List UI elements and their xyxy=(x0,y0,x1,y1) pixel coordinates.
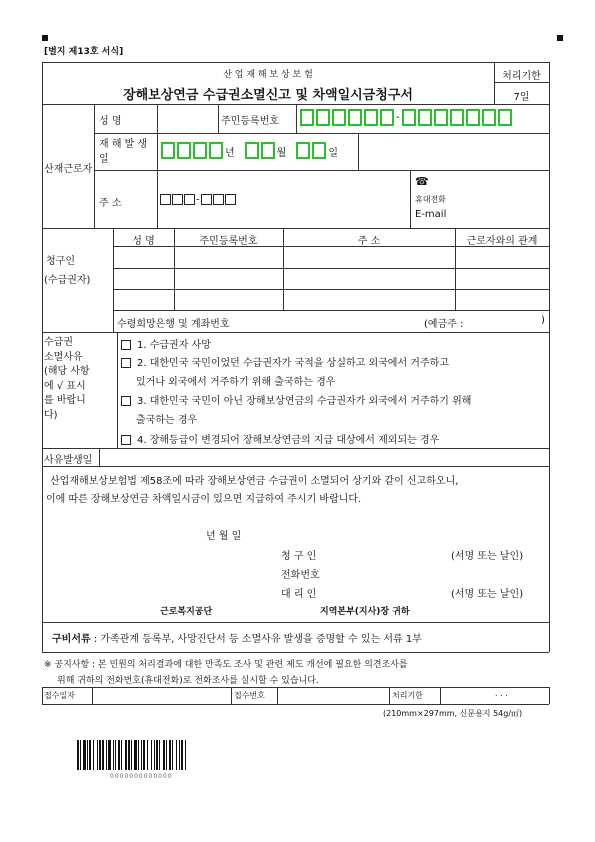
barcode-bar xyxy=(138,740,139,770)
barcode-bar xyxy=(169,740,171,770)
barcode-bar xyxy=(163,740,165,770)
address-label: 주 소 xyxy=(99,198,122,209)
col-relation: 근로자와의 관계 xyxy=(466,236,538,247)
barcode-bar xyxy=(113,740,114,770)
receipt-date-label: 접수일자 xyxy=(44,691,75,700)
checkbox[interactable] xyxy=(121,396,131,406)
claimant-rows[interactable] xyxy=(114,247,548,309)
checkbox[interactable] xyxy=(121,340,131,350)
barcode-bar xyxy=(141,740,142,770)
barcode-bar xyxy=(181,740,183,770)
occurrence-date-field[interactable] xyxy=(101,449,548,465)
barcode-bar xyxy=(156,740,158,770)
barcode-bar xyxy=(115,740,116,770)
barcode-bar xyxy=(80,740,81,770)
checkbox[interactable] xyxy=(121,358,131,368)
reason-section-label: 수급권 소멸사유 (해당 사항 에 √ 표시 를 바랍니 다) xyxy=(44,337,90,421)
barcode-bar xyxy=(143,740,145,770)
reason-option-4[interactable]: 4. 장해등급이 변경되어 장해보상연금의 지급 대상에서 제외되는 경우 xyxy=(121,431,439,446)
deadline-value: 7일 xyxy=(513,92,530,103)
claimant-sign-note: (서명 또는 날인) xyxy=(451,551,524,562)
receipt-number-label: 접수번호 xyxy=(234,691,265,700)
declaration-line-2: 이에 따른 장해보상연금 차액일시금이 있으면 지급하여 주시기 바랍니다. xyxy=(46,494,362,505)
postal-code-field[interactable]: - xyxy=(160,194,237,206)
barcode-bar xyxy=(87,740,88,770)
depositor-close: ) xyxy=(541,315,545,326)
corner-mark xyxy=(42,35,48,41)
agent-sign-note: (서명 또는 날인) xyxy=(451,589,524,600)
worker-name-label: 성 명 xyxy=(99,116,122,127)
reason-option-3-cont: 출국하는 경우 xyxy=(136,415,198,426)
worker-rrn-label: 주민등록번호 xyxy=(221,116,279,127)
declaration-date: 년 월 일 xyxy=(206,531,242,542)
barcode-bar xyxy=(131,740,132,770)
mobile-label: 휴대전화 xyxy=(415,195,446,204)
barcode-bar xyxy=(83,740,86,770)
branch-addressee: 지역본부(지사)장 귀하 xyxy=(320,607,410,617)
barcode-bar xyxy=(185,740,186,770)
phone-icon: ☎ xyxy=(415,175,429,188)
barcode-bar xyxy=(99,740,101,770)
required-documents: 구비서류 : 가족관계 등록부, 사망진단서 등 소멸사유 발생을 증명할 수 있는 서류 1부 xyxy=(52,634,422,645)
barcode-bar xyxy=(166,740,167,770)
worker-rrn-field[interactable]: - xyxy=(300,109,512,126)
injury-date-label: 재 해 발 생 일 xyxy=(99,139,148,165)
form-number: [별지 제13호 서식] xyxy=(44,47,124,57)
barcode-bar xyxy=(97,740,98,770)
col-name: 성 명 xyxy=(132,236,155,247)
reason-option-2-cont: 있거나 외국에서 거주하기 위해 출국하는 경우 xyxy=(136,377,336,388)
barcode xyxy=(77,740,273,780)
claimant-section-label: 청구인 xyxy=(46,256,75,267)
barcode-bar xyxy=(179,740,180,770)
barcode-bar xyxy=(147,740,148,770)
bank-label: 수령희망은행 및 계좌번호 xyxy=(117,319,230,330)
email-label: E-mail xyxy=(415,209,447,220)
worker-name-field[interactable] xyxy=(159,106,217,131)
reason-option-3[interactable]: 3. 대한민국 국민이 아닌 장해보상연금의 수급권자가 외국에서 거주하기 위해 xyxy=(121,392,471,407)
reason-option-2[interactable]: 2. 대한민국 국민이었던 수급권자가 국적을 상실하고 외국에서 거주하고 xyxy=(121,354,449,369)
barcode-bar xyxy=(159,740,160,770)
corner-mark xyxy=(557,35,563,41)
checkbox[interactable] xyxy=(121,435,131,445)
barcode-bar xyxy=(93,740,94,770)
barcode-bar xyxy=(172,740,173,770)
declaration-line-1: 산업재해보상보험법 제58조에 따라 장해보상연금 수급권이 소멸되어 상기와 같이 신고하오니, xyxy=(50,476,459,487)
barcode-number: 0000000000000 xyxy=(110,773,173,780)
agent-label: 대 리 인 xyxy=(281,589,317,600)
barcode-bar xyxy=(102,740,104,770)
barcode-bar xyxy=(125,740,127,770)
reason-option-1[interactable]: 1. 수급권자 사망 xyxy=(121,336,211,351)
page-title: 장해보상연금 수급권소멸신고 및 차액일시금청구서 xyxy=(123,88,413,103)
claimant-sign-label: 청 구 인 xyxy=(281,551,317,562)
barcode-bar xyxy=(151,740,152,770)
deadline-label: 처리기한 xyxy=(502,71,541,82)
barcode-bar xyxy=(134,740,137,770)
injury-date-field[interactable]: 년 월 일 xyxy=(161,142,338,159)
phone-number-label: 전화번호 xyxy=(281,570,320,581)
barcode-bar xyxy=(154,740,155,770)
depositor-label: (예금주 : xyxy=(424,319,464,330)
notice-line-2: 위해 귀하의 전화번호(휴대전화)로 전화조사를 실시할 수 있습니다. xyxy=(57,676,319,686)
claimant-section-sub: (수급권자) xyxy=(44,275,91,286)
col-address: 주 소 xyxy=(357,236,381,247)
barcode-bar xyxy=(176,740,177,770)
footer-deadline-label: 처리기한 xyxy=(392,691,423,700)
worker-section-label: 산재근로자 xyxy=(44,164,93,175)
paper-spec: (210mm×297mm, 신문용지 54g/㎡) xyxy=(383,709,523,718)
barcode-bar xyxy=(106,740,107,770)
org-name: 근로복지공단 xyxy=(160,607,213,617)
col-rrn: 주민등록번호 xyxy=(199,236,258,247)
agency-line: 산 업 재 해 보 상 보 험 xyxy=(223,70,313,80)
barcode-bar xyxy=(89,740,91,770)
notice-line-1: ※ 공지사항 : 본 민원의 처리결과에 대한 만족도 조사 및 관련 제도 개선에 필요한 의견조사를 xyxy=(44,660,408,670)
barcode-bar xyxy=(128,740,130,770)
barcode-bar xyxy=(121,740,122,770)
footer-deadline-dots: . . . xyxy=(495,689,508,698)
barcode-bar xyxy=(108,740,111,770)
barcode-bar xyxy=(77,740,79,770)
barcode-bar xyxy=(118,740,120,770)
occurrence-date-label: 사유발생일 xyxy=(44,455,93,466)
